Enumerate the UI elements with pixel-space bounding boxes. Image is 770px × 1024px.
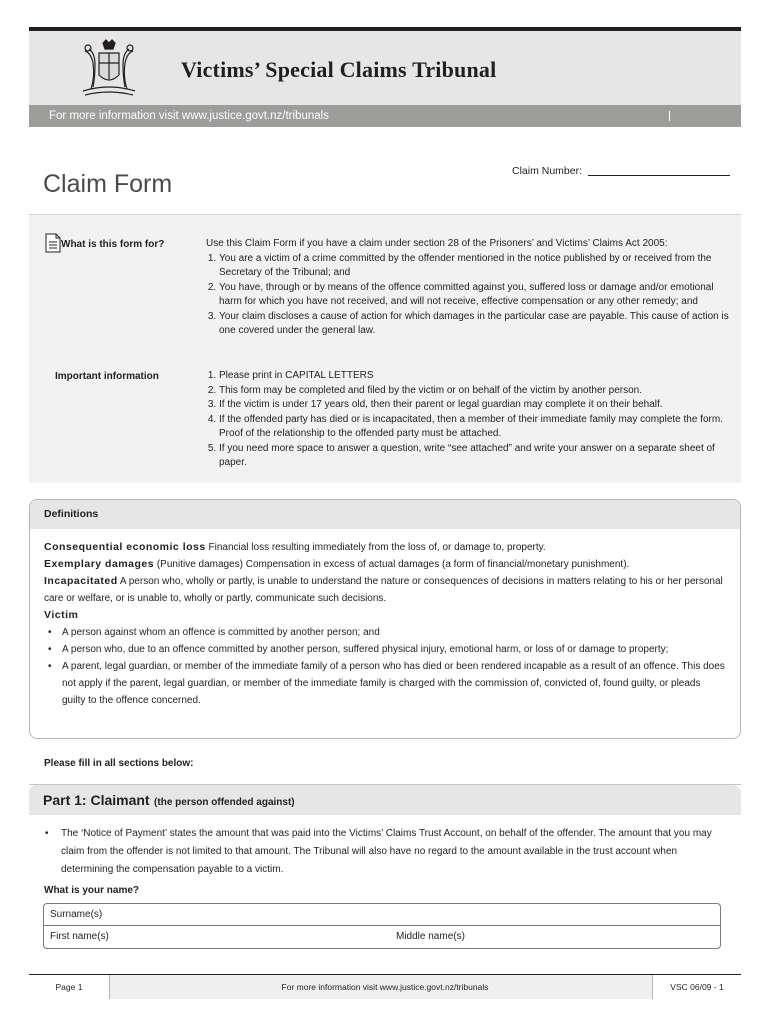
fill-instruction: Please fill in all sections below: [44, 758, 194, 769]
definition-term: Exemplary damages [44, 558, 155, 570]
part1-subtitle: (the person offended against) [154, 797, 295, 808]
definitions-body [30, 529, 740, 709]
name-fields [43, 903, 721, 949]
info-bar-text: For more information visit www.justice.govt.nz/tribunals [49, 110, 329, 122]
coat-of-arms-icon [77, 39, 141, 97]
form-purpose-text [206, 237, 734, 339]
claim-number-label: Claim Number: [512, 165, 583, 177]
list-item: 4. If the offended party has died or is incapacitated, then a member of their immediate family may complete the form. Proof of the relationship to the offended party must be attached. [219, 413, 734, 442]
list-item: 1. You are a victim of a crime committed by the offender mentioned in the notice published by or received from the Secretary of the Tribunal; and [219, 252, 734, 281]
definition-text: Financial loss resulting immediately from the loss of, or damage to, property. [208, 542, 546, 553]
definition-text: (Punitive damages) Compensation in excess of actual damages (a form of financial/monetary punishment). [156, 559, 630, 570]
form-purpose-section [29, 214, 741, 483]
info-bar-divider [669, 111, 680, 121]
part1-section [29, 784, 741, 955]
first-name-field[interactable] [44, 926, 720, 948]
list-item: 3. Your claim discloses a cause of action for which damages in the particular case are payable. This cause of action is one covered under the general law. [219, 310, 734, 339]
org-title: Victims’ Special Claims Tribunal [181, 57, 497, 82]
definition-incapacitated [44, 573, 726, 607]
list-item: 3. If the victim is under 17 years old, then their parent or legal guardian may complete it on their behalf. [219, 398, 734, 413]
part1-title: Part 1: Claimant [43, 792, 150, 808]
middle-name-label: Middle name(s) [396, 931, 465, 942]
claim-number-field[interactable] [512, 165, 730, 177]
victim-list [44, 624, 726, 709]
definition-consequential [44, 539, 726, 556]
list-item: • A parent, legal guardian, or member of the immediate family of a person who has died or been rendered incapable as a result of an offence. This does not apply if the parent, legal guardian, or member of the immediate family is charged with the commission of, convicted of, found guilty, or pleads guilty to the offence concerned. [62, 658, 726, 709]
surname-label: Surname(s) [50, 909, 103, 920]
list-item: • A person who, due to an offence committed by another person, suffered physical injury, emotional harm, or loss of or damage to property; [62, 641, 726, 658]
important-info-text [206, 369, 734, 471]
form-purpose-label: What is this form for? [61, 239, 165, 250]
form-purpose-intro: Use this Claim Form if you have a claim under section 28 of the Prisoners’ and Victims’ Claims Act 2005: [206, 238, 668, 249]
definition-text: A person who, wholly or partly, is unable to understand the nature or consequences of decisions in matters relating to his or her personal care or welfare, or is unable to, wholly or partly, communicate such decisions. [44, 576, 723, 604]
page-header [29, 31, 741, 105]
list-item: • The ‘Notice of Payment’ states the amount that was paid into the Victims’ Claims Trust Account, on behalf of the offender. The amount that you may claim from the offender is not limited to that amount. The Tribunal will also have no regard to the amount available in the trust account when determining the compensation payable to a victim. [61, 825, 723, 879]
surname-field[interactable] [44, 904, 720, 926]
document-icon [45, 233, 61, 253]
list-item: 2. You have, through or by means of the offence committed against you, suffered loss or damage and/or emotional harm for which you have not received, and will not receive, effective compensation or any other remedy; and [219, 281, 734, 310]
form-code: VSC 06/09 - 1 [652, 975, 741, 999]
form-purpose-list [206, 252, 734, 339]
important-info-list [206, 369, 734, 471]
footer-info: For more information visit www.justice.govt.nz/tribunals [281, 982, 489, 992]
part1-heading [29, 785, 741, 815]
claim-number-line[interactable] [588, 175, 730, 176]
list-item: 1. Please print in CAPITAL LETTERS [219, 369, 734, 384]
list-item: 5. If you need more space to answer a question, write “see attached” and write your answer on a separate sheet of paper. [219, 442, 734, 471]
definition-exemplary [44, 556, 726, 573]
page-number: Page 1 [29, 975, 110, 999]
definition-term: Incapacitated [44, 575, 118, 587]
important-info-label: Important information [55, 371, 159, 382]
list-item: 2. This form may be completed and filed by the victim or on behalf of the victim by another person. [219, 384, 734, 399]
part1-note [43, 825, 723, 879]
definitions-section [29, 499, 741, 739]
definition-term: Victim [44, 609, 79, 621]
part1-note-list [43, 825, 723, 879]
definition-victim [44, 607, 726, 624]
first-name-label: First name(s) [50, 931, 109, 942]
form-title: Claim Form [43, 170, 173, 198]
page-footer [29, 974, 741, 999]
list-item: • A person against whom an offence is committed by another person; and [62, 624, 726, 641]
definition-term: Consequential economic loss [44, 541, 206, 553]
definitions-heading: Definitions [30, 500, 740, 529]
name-question: What is your name? [44, 885, 140, 896]
info-bar [29, 105, 741, 127]
